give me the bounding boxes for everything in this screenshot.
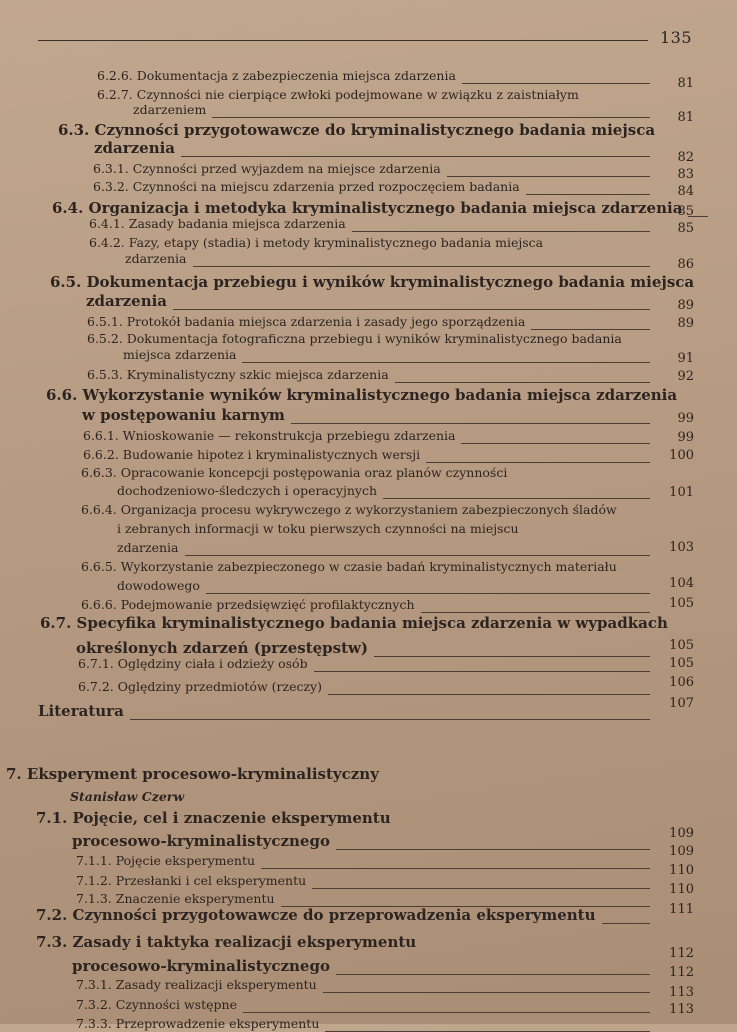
toc-leader-line	[336, 849, 650, 850]
toc-page-number: 109	[669, 826, 694, 841]
toc-entry-text: 6.6.6. Podejmowanie przedsięwzięć profilaktycznych	[81, 597, 415, 612]
toc-leader-line	[688, 216, 708, 217]
toc-leader-line	[383, 498, 650, 499]
toc-page-number: 112	[669, 965, 694, 980]
toc-leader-line	[193, 266, 650, 267]
toc-entry-text: 6.5. Dokumentacja przebiegu i wyników kryminalistycznego badania miejsca	[50, 273, 695, 291]
toc-leader-line	[395, 382, 650, 383]
toc-entry-text: 6.2.6. Dokumentacja z zabezpieczenia miejsca zdarzenia	[97, 68, 456, 83]
toc-entry-text: 7. Eksperyment procesowo-kryminalistyczny	[6, 765, 379, 783]
toc-leader-line	[421, 612, 650, 613]
toc-entry-text: 6.3.2. Czynności na miejscu zdarzenia przed rozpoczęciem badania	[93, 179, 520, 194]
toc-leader-line	[130, 719, 650, 720]
toc-page-number: 82	[677, 150, 694, 165]
toc-entry-text: 6.2.7. Czynności nie cierpiące zwłoki podejmowane w związku z zaistniałym	[97, 87, 579, 102]
toc-leader-line	[212, 117, 650, 118]
toc-entry-text: 6.5.3. Kryminalistyczny szkic miejsca zdarzenia	[87, 367, 389, 382]
toc-leader-line	[185, 555, 650, 556]
toc-entry-text: 7.1.3. Znaczenie eksperymentu	[76, 891, 275, 906]
toc-page-number: 105	[669, 596, 694, 611]
toc-leader-line	[602, 923, 650, 924]
page-number: 135	[660, 28, 693, 47]
toc-entry-text: zdarzenia	[86, 292, 168, 310]
toc-leader-line	[447, 176, 650, 177]
toc-page-number: 83	[677, 167, 694, 182]
toc-leader-line	[291, 423, 650, 424]
toc-entry-text: zdarzenia	[125, 251, 187, 266]
toc-entry-text: 7.3.2. Czynności wstępne	[76, 997, 237, 1012]
toc-entry-text: 7.1.2. Przesłanki i cel eksperymentu	[76, 873, 307, 888]
toc-page-number: 113	[669, 985, 694, 1000]
toc-entry-text: 7.2. Czynności przygotowawcze do przeprowadzenia eksperymentu	[36, 906, 596, 924]
toc-page-number: 104	[669, 576, 694, 591]
toc-leader-line	[462, 83, 650, 84]
toc-page-number: 81	[677, 110, 694, 125]
toc-page-number: 105	[669, 656, 694, 671]
toc-leader-line	[352, 231, 650, 232]
toc-entry-text: 6.4.2. Fazy, etapy (stadia) i metody kryminalistycznego badania miejsca	[89, 235, 544, 250]
toc-leader-line	[323, 992, 650, 993]
toc-entry-text: zdarzenia	[94, 139, 176, 157]
toc-entry-text: 7.3.3. Przeprowadzenie eksperymentu	[76, 1016, 320, 1031]
toc-leader-line	[426, 462, 650, 463]
toc-entry-text: 6.6.3. Opracowanie koncepcji postępowania oraz planów czynności	[81, 465, 508, 480]
toc-entry-text: Literatura	[38, 702, 124, 720]
toc-leader-line	[325, 1031, 650, 1032]
toc-entry-text: 6.6. Wykorzystanie wyników kryminalistycznego badania miejsca zdarzenia	[46, 386, 678, 404]
toc-leader-line	[314, 671, 650, 672]
toc-leader-line	[374, 656, 650, 657]
toc-page-number: 84	[677, 184, 694, 199]
toc-page-number: 99	[677, 430, 694, 445]
toc-page-number: 99	[677, 411, 694, 426]
toc-entry-text: 6.5.1. Protokół badania miejsca zdarzenia i zasady jego sporządzenia	[87, 314, 526, 329]
toc-leader-line	[206, 593, 650, 594]
toc-leader-line	[531, 329, 650, 330]
toc-page-number: 81	[677, 76, 694, 91]
toc-entry-text: 6.6.5. Wykorzystanie zabezpieczonego w czasie badań kryminalistycznych materiału	[81, 559, 617, 574]
toc-entry-text: 7.1.1. Pojęcie eksperymentu	[76, 853, 256, 868]
toc-page-number: 101	[669, 485, 694, 500]
toc-leader-line	[181, 156, 650, 157]
toc-entry-text: 7.1. Pojęcie, cel i znaczenie eksperymentu	[36, 809, 391, 827]
toc-page-number: 112	[669, 946, 694, 961]
toc-entry-text: i zebranych informacji w toku pierwszych czynności na miejscu	[117, 521, 519, 536]
toc-entry-text: 7.3.1. Zasady realizacji eksperymentu	[76, 977, 317, 992]
toc-page-number: 100	[669, 448, 694, 463]
header-rule	[38, 40, 648, 41]
toc-page-number: 113	[669, 1002, 694, 1017]
toc-page-number: 110	[669, 882, 694, 897]
toc-leader-line	[336, 974, 650, 975]
toc-entry-text: 6.6.2. Budowanie hipotez i kryminalistycznych wersji	[83, 447, 421, 462]
toc-page-number: 106	[669, 675, 694, 690]
toc-entry-text: 6.6.4. Organizacja procesu wykrywczego z wykorzystaniem zabezpieczonych śladów	[81, 502, 617, 517]
toc-page-number: 89	[677, 298, 694, 313]
toc-entry-text: 6.6.1. Wnioskowanie — rekonstrukcja przebiegu zdarzenia	[83, 428, 456, 443]
toc-entry-text: 7.3. Zasady i taktyka realizacji eksperymentu	[36, 933, 417, 951]
toc-entry-text: 6.7.1. Oględziny ciała i odzieży osób	[78, 656, 308, 671]
toc-leader-line	[243, 1012, 650, 1013]
toc-entry-text: określonych zdarzeń (przestępstw)	[76, 639, 369, 657]
toc-page-number: 91	[677, 351, 694, 366]
toc-entry-text: 6.4. Organizacja i metodyka kryminalistycznego badania miejsca zdarzenia	[52, 199, 683, 217]
toc-entry-text: w postępowaniu karnym	[82, 406, 285, 424]
toc-page-number: 92	[677, 369, 694, 384]
toc-leader-line	[261, 868, 650, 869]
toc-page-number: 107	[669, 696, 694, 711]
toc-leader-line	[242, 362, 650, 363]
toc-entry-text: procesowo-kryminalistycznego	[72, 832, 330, 850]
toc-page-number: 109	[669, 844, 694, 859]
toc-entry-text: 6.5.2. Dokumentacja fotograficzna przebiegu i wyników kryminalistycznego badania	[87, 331, 622, 346]
toc-page-number: 85	[677, 204, 694, 219]
toc-entry-text: 6.3. Czynności przygotowawcze do kryminalistycznego badania miejsca	[58, 121, 656, 139]
toc-entry-text: procesowo-kryminalistycznego	[72, 957, 330, 975]
toc-entry-text: zdarzenia	[117, 540, 179, 555]
toc-leader-line	[328, 694, 650, 695]
toc-leader-line	[461, 443, 650, 444]
toc-page-number: 110	[669, 863, 694, 878]
toc-leader-line	[526, 194, 650, 195]
toc-page-number: 105	[669, 638, 694, 653]
toc-entry-text: 6.3.1. Czynności przed wyjazdem na miejsce zdarzenia	[93, 161, 441, 176]
toc-entry-text: zdarzeniem	[133, 102, 207, 117]
toc-page-number: 89	[677, 316, 694, 331]
toc-page-number: 86	[677, 257, 694, 272]
toc-entry-text: dochodzeniowo-śledczych i operacyjnych	[117, 483, 378, 498]
toc-leader-line	[312, 888, 650, 889]
toc-page-number: 111	[669, 902, 694, 917]
toc-entry-text: Stanisław Czerw	[70, 789, 185, 804]
toc-entry-text: 6.7.2. Oględziny przedmiotów (rzeczy)	[78, 679, 322, 694]
toc-entry-text: miejsca zdarzenia	[123, 347, 237, 362]
toc-entry-text: 6.4.1. Zasady badania miejsca zdarzenia	[89, 216, 346, 231]
toc-entry-text: dowodowego	[117, 578, 200, 593]
toc-page-number: 103	[669, 540, 694, 555]
toc-page-number: 85	[677, 221, 694, 236]
toc-leader-line	[173, 309, 650, 310]
toc-entry-text: 6.7. Specyfika kryminalistycznego badania miejsca zdarzenia w wypadkach	[40, 614, 668, 632]
